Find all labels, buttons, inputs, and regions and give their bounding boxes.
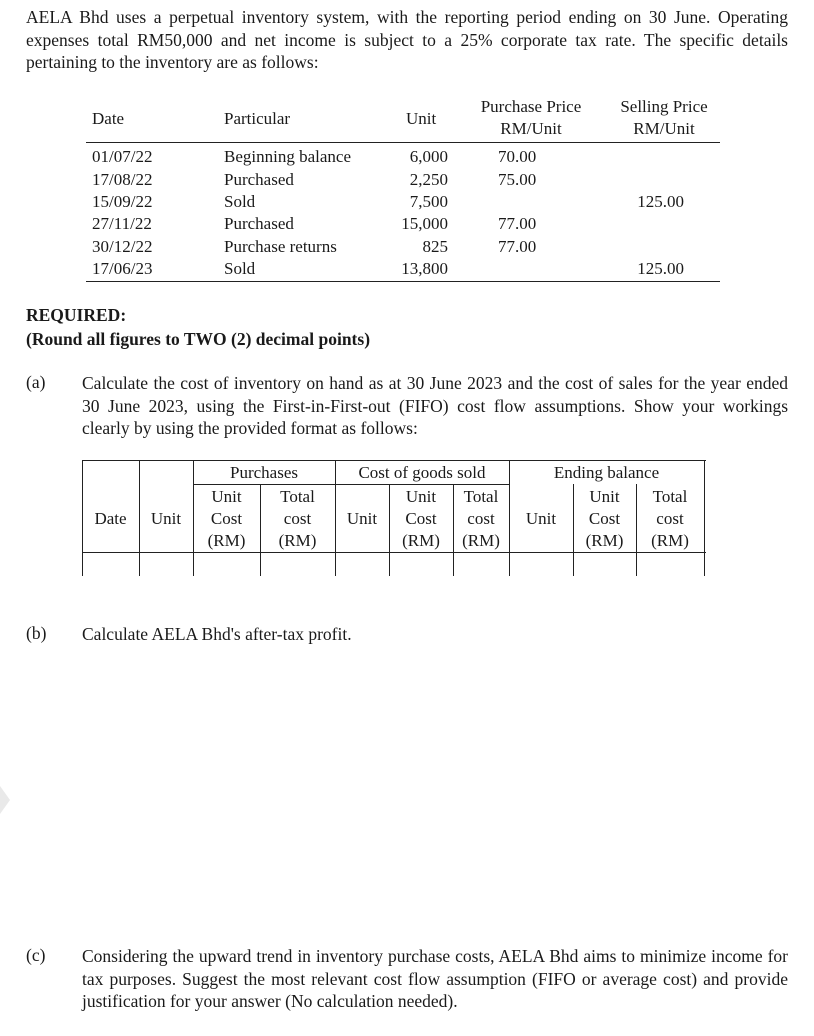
unit-cost-line1: Unit	[589, 487, 620, 506]
required-section	[26, 303, 370, 351]
col-ending-unit-cost	[573, 486, 636, 552]
row-particular: Beginning balance	[224, 147, 351, 166]
header-particular: Particular	[224, 109, 291, 128]
row-particular: Sold	[224, 192, 256, 211]
total-cost-line2: cost	[656, 509, 684, 528]
total-cost-line1: Total	[463, 487, 499, 506]
required-note: (Round all figures to TWO (2) decimal points)	[26, 329, 371, 349]
group-line-cogs	[335, 484, 509, 485]
row-unit: 15,000	[401, 214, 448, 233]
col-purchases-unit: Unit	[150, 509, 182, 528]
row-unit: 6,000	[409, 147, 448, 166]
unit-cost-line2: Cost	[210, 509, 243, 528]
inventory-table	[86, 96, 722, 286]
question-b-label: (b)	[26, 623, 47, 643]
row-purchase-price: 77.00	[498, 214, 537, 233]
row-selling-price: 125.00	[637, 259, 684, 278]
unit-cost-line2: Cost	[588, 509, 621, 528]
row-unit: 7,500	[409, 192, 448, 211]
header-purchase-price-line1: Purchase Price	[480, 97, 582, 116]
question-a-label: (a)	[26, 372, 46, 392]
row-unit: 2,250	[409, 170, 448, 189]
question-c-label: (c)	[26, 945, 46, 965]
header-selling-price-line2: RM/Unit	[633, 119, 695, 138]
group-ending-balance: Ending balance	[553, 463, 660, 482]
row-purchase-price: 75.00	[498, 170, 537, 189]
col-cogs-unit-cost	[389, 486, 453, 552]
row-purchase-price: 70.00	[498, 147, 537, 166]
row-date: 17/06/23	[92, 259, 153, 278]
col-cogs-total-cost	[453, 486, 509, 552]
intro-paragraph: AELA Bhd uses a perpetual inventory system, with the reporting period ending on 30 June. Operating expenses total RM50,000 and net income is subject to a 25% corporate tax rate. The specific details pertaining to the inventory are as follows:	[26, 7, 788, 72]
total-cost-line3: (RM)	[462, 531, 500, 550]
grid-header-bottom-line	[82, 552, 706, 553]
grid-col-line	[704, 460, 705, 576]
question-b-text: Calculate AELA Bhd's after-tax profit.	[82, 624, 352, 644]
header-selling-price-line1: Selling Price	[620, 97, 708, 116]
page-edge-mark	[0, 786, 10, 814]
row-date: 17/08/22	[92, 170, 153, 189]
header-date: Date	[92, 109, 125, 128]
required-title: REQUIRED:	[26, 305, 127, 325]
col-purchases-unit-cost	[193, 486, 260, 552]
grid-top-line	[82, 460, 706, 461]
total-cost-line2: cost	[283, 509, 312, 528]
row-particular: Purchase returns	[224, 237, 337, 256]
total-cost-line1: Total	[652, 487, 688, 506]
row-unit: 13,800	[401, 259, 448, 278]
unit-cost-line1: Unit	[405, 487, 437, 506]
col-cogs-unit: Unit	[346, 509, 378, 528]
unit-cost-line2: Cost	[405, 509, 437, 528]
question-a-text: Calculate the cost of inventory on hand as at 30 June 2023 and the cost of sales for the year ended 30 June 2023, using the First-in-First-out (FIFO) cost flow assumptions. Show your workings clearly by using the provided format as follows:	[82, 373, 788, 438]
total-cost-line2: cost	[467, 509, 495, 528]
col-ending-total-cost	[636, 486, 704, 552]
row-date: 27/11/22	[92, 214, 152, 233]
col-purchases-total-cost	[260, 486, 335, 552]
row-date: 15/09/22	[92, 192, 153, 211]
row-particular: Purchased	[224, 170, 294, 189]
table-bottom-line	[86, 281, 720, 282]
group-line-purchases	[193, 484, 335, 485]
unit-cost-line3: (RM)	[207, 531, 246, 550]
row-particular: Sold	[224, 259, 256, 278]
row-date: 30/12/22	[92, 237, 153, 256]
group-cogs: Cost of goods sold	[358, 463, 486, 482]
unit-cost-line3: (RM)	[402, 531, 440, 550]
col-ending-unit: Unit	[525, 509, 557, 528]
header-divider	[86, 142, 720, 143]
question-c-text: Considering the upward trend in inventory purchase costs, AELA Bhd aims to minimize income for tax purposes. Suggest the most relevant cost flow assumption (FIFO or average cost) and provide justification for your answer (No calculation needed).	[82, 946, 788, 1011]
unit-cost-line3: (RM)	[585, 531, 624, 550]
header-purchase-price	[471, 96, 591, 140]
header-unit: Unit	[406, 109, 437, 128]
row-purchase-price: 77.00	[498, 237, 537, 256]
unit-cost-line1: Unit	[211, 487, 242, 506]
total-cost-line3: (RM)	[278, 531, 317, 550]
col-date: Date	[94, 509, 127, 528]
row-unit: 825	[422, 237, 448, 256]
group-purchases: Purchases	[230, 463, 298, 482]
header-selling-price	[606, 96, 722, 140]
row-particular: Purchased	[224, 214, 294, 233]
header-purchase-price-line2: RM/Unit	[500, 119, 562, 138]
fifo-format-table	[82, 460, 706, 576]
total-cost-line3: (RM)	[651, 531, 689, 550]
total-cost-line1: Total	[280, 487, 315, 506]
row-selling-price: 125.00	[637, 192, 684, 211]
row-date: 01/07/22	[92, 147, 153, 166]
